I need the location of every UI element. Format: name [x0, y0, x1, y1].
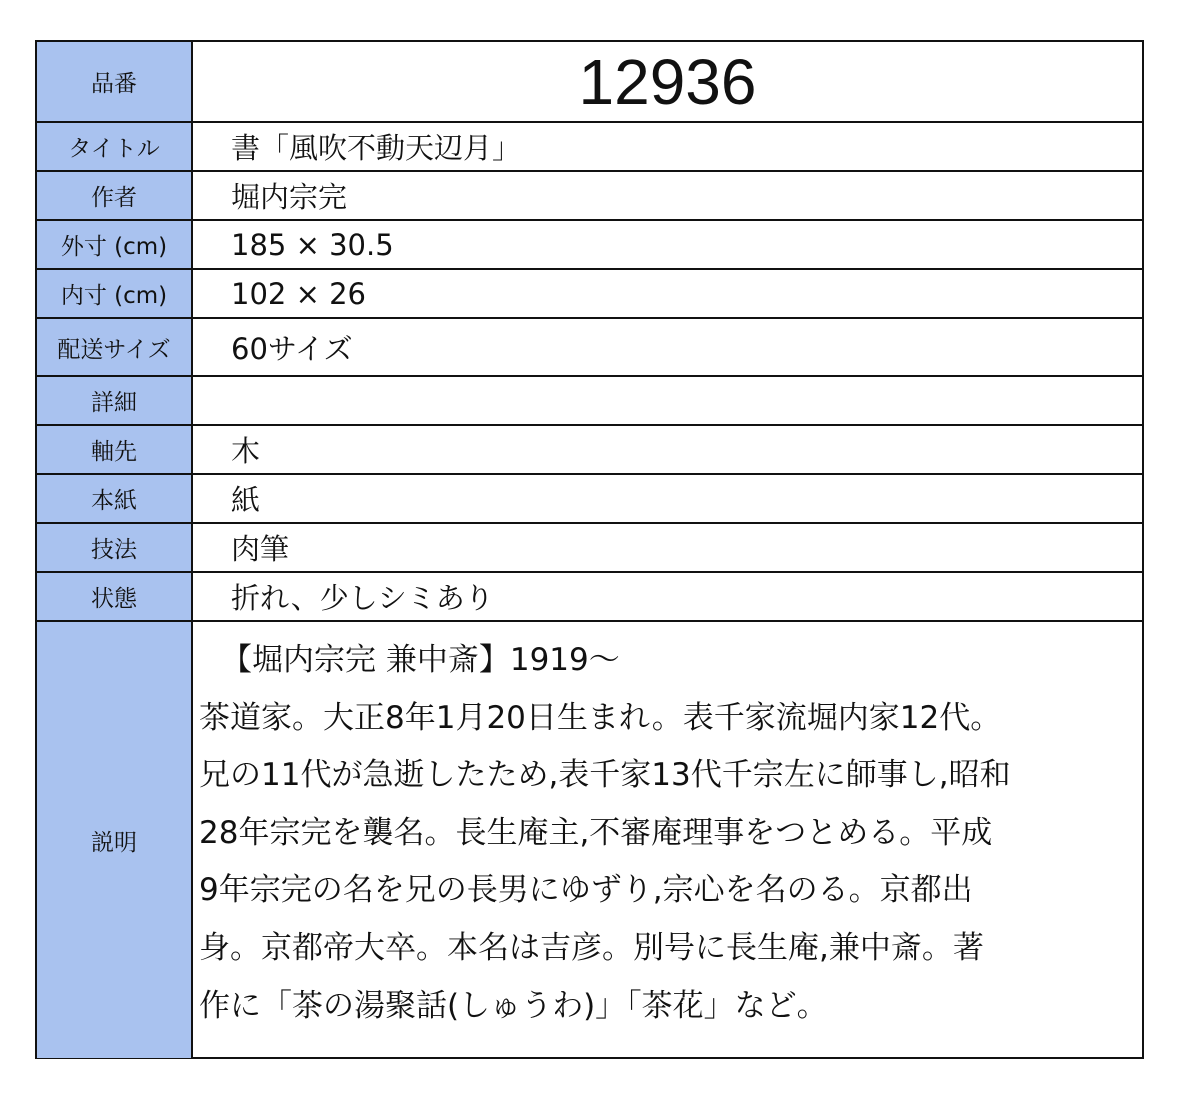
description-line: 9年宗完の名を兄の長男にゆずり,宗心を名のる。京都出	[199, 872, 973, 909]
roller-end-value: 木	[193, 426, 1142, 475]
roller-end-label: 軸先	[37, 426, 193, 475]
paper-value: 紙	[193, 475, 1142, 524]
technique-label: 技法	[37, 524, 193, 573]
details-label: 詳細	[37, 377, 193, 426]
inner-size-label: 内寸 (cm)	[37, 270, 193, 319]
description-line: 28年宗完を襲名。長生庵主,不審庵理事をつとめる。平成	[199, 814, 993, 851]
title-value: 書「風吹不動天辺月」	[193, 123, 1142, 172]
author-label: 作者	[37, 172, 193, 221]
outer-size-value: 185 × 30.5	[193, 221, 1142, 270]
item-number-value: 12936	[193, 42, 1142, 123]
description-text	[193, 622, 1142, 1058]
shipping-size-value: 60サイズ	[193, 319, 1142, 377]
shipping-size-label: 配送サイズ	[37, 319, 193, 377]
description-line: 【堀内宗完 兼中斎】1919〜	[221, 642, 620, 678]
description-line: 身。京都帝大卒。本名は吉彦。別号に長生庵,兼中斎。著	[199, 929, 984, 966]
paper-label: 本紙	[37, 475, 193, 524]
author-value: 堀内宗完	[193, 172, 1142, 221]
technique-value: 肉筆	[193, 524, 1142, 573]
inner-size-value: 102 × 26	[193, 270, 1142, 319]
description-label: 説明	[37, 622, 193, 1058]
details-value	[193, 377, 1142, 426]
condition-label: 状態	[37, 573, 193, 622]
description-line: 兄の11代が急逝したため,表千家13代千宗左に師事し,昭和	[199, 757, 1011, 794]
condition-value: 折れ、少しシミあり	[193, 573, 1142, 622]
item-number-label: 品番	[37, 42, 193, 123]
item-info-table	[35, 40, 1144, 1059]
description-line: 茶道家。大正8年1月20日生まれ。表千家流堀内家12代。	[199, 699, 1002, 736]
title-label: タイトル	[37, 123, 193, 172]
outer-size-label: 外寸 (cm)	[37, 221, 193, 270]
description-line: 作に「茶の湯聚話(しゅうわ)」「茶花」など。	[199, 987, 828, 1024]
